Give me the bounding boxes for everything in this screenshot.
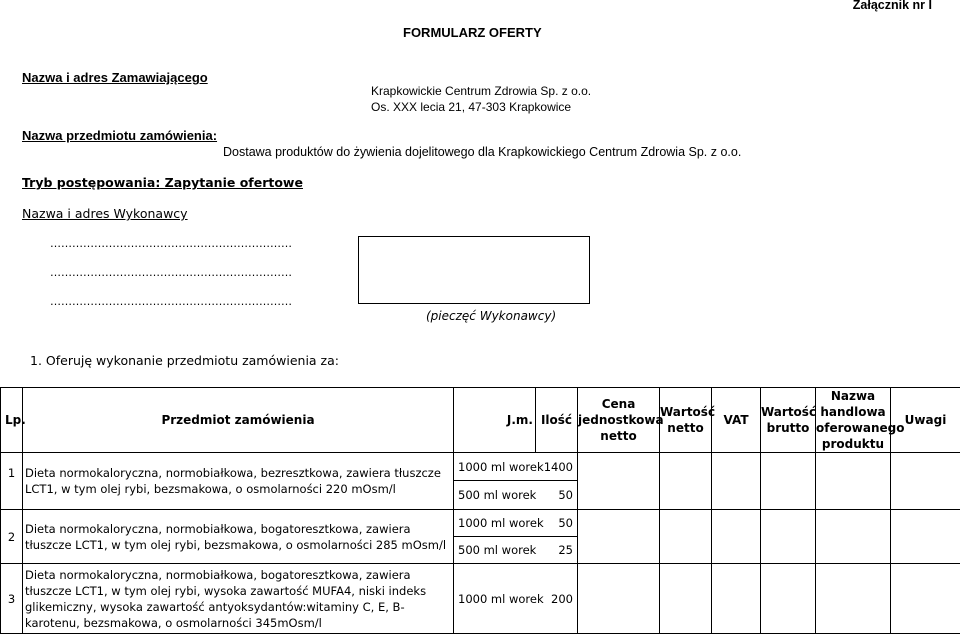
col-header-lp: Lp.: [1, 388, 23, 453]
package-line: [454, 536, 577, 563]
col-header-notes: Uwagi: [891, 388, 960, 453]
subject-value: Dostawa produktów do żywienia dojelitowego dla Krapkowickiego Centrum Zdrowia Sp. z o.o.: [223, 145, 741, 159]
table-row: [1, 564, 960, 634]
row-packages: [454, 453, 578, 510]
row-description: Dieta normokaloryczna, normobiałkowa, bezresztkowa, zawiera tłuszcze LCT1, w tym olej rybi, bezsmakowa, o osmolarności 220 mOsm/l: [23, 453, 454, 510]
stamp-box: [358, 236, 590, 304]
cell-net-value[interactable]: [660, 564, 712, 634]
package-qty: 1400: [544, 459, 573, 475]
cell-vat[interactable]: [712, 453, 761, 510]
package-qty: 50: [558, 515, 573, 531]
col-header-unit-price: Cena jednostkowa netto: [578, 388, 660, 453]
package-unit: 1000 ml worek: [458, 515, 544, 531]
package-unit: 500 ml worek: [458, 487, 536, 503]
table-header-row: [1, 388, 960, 453]
contractor-label: Nazwa i adres Wykonawcy: [22, 206, 188, 221]
row-description: Dieta normokaloryczna, normobiałkowa, bogatoresztkowa, zawiera tłuszcze LCT1, w tym olej rybi, bezsmakowa, o osmolarności 285 mOsm/l: [23, 510, 454, 564]
package-qty: 200: [551, 591, 573, 607]
procedure-label: Tryb postępowania: Zapytanie ofertowe: [22, 175, 303, 190]
col-header-gross-value: Wartość brutto: [761, 388, 816, 453]
subject-label: Nazwa przedmiotu zamówienia:: [22, 128, 217, 143]
row-packages: [454, 564, 578, 634]
package-line: [454, 480, 577, 508]
cell-gross-value[interactable]: [761, 510, 816, 564]
cell-unit-price[interactable]: [578, 453, 660, 510]
package-unit: 1000 ml worek: [458, 591, 544, 607]
cell-unit-price[interactable]: [578, 564, 660, 634]
cell-net-value[interactable]: [660, 453, 712, 510]
table-row: [1, 453, 960, 510]
package-line: [454, 454, 577, 480]
table-row: [1, 510, 960, 564]
cell-gross-value[interactable]: [761, 453, 816, 510]
cell-trade-name[interactable]: [816, 453, 891, 510]
row-packages: [454, 510, 578, 564]
form-title: FORMULARZ OFERTY: [403, 25, 542, 40]
row-number: 3: [1, 564, 23, 634]
cell-trade-name[interactable]: [816, 510, 891, 564]
buyer-address: Os. XXX lecia 21, 47-303 Krapkowice: [371, 100, 571, 114]
cell-notes[interactable]: [891, 510, 960, 564]
row-number: 2: [1, 510, 23, 564]
contractor-line: …………………………………………………………: [50, 295, 292, 308]
buyer-name: Krapkowickie Centrum Zdrowia Sp. z o.o.: [371, 84, 591, 98]
offer-table: [0, 387, 960, 634]
package-line: [454, 510, 577, 536]
col-header-vat: VAT: [712, 388, 761, 453]
package-unit: 1000 ml worek: [458, 459, 544, 475]
package-qty: 25: [558, 542, 573, 558]
package-qty: 50: [558, 487, 573, 503]
buyer-label: Nazwa i adres Zamawiającego: [22, 70, 208, 85]
contractor-line: …………………………………………………………: [50, 237, 292, 250]
stamp-caption: (pieczęć Wykonawcy): [426, 309, 556, 323]
cell-gross-value[interactable]: [761, 564, 816, 634]
row-number: 1: [1, 453, 23, 510]
col-header-qty: Ilość: [536, 388, 578, 453]
attachment-label: Załącznik nr I: [853, 0, 932, 12]
cell-net-value[interactable]: [660, 510, 712, 564]
package-line: [454, 591, 577, 607]
col-header-item: Przedmiot zamówienia: [23, 388, 454, 453]
col-header-trade-name: Nazwa handlowa oferowanego produktu: [816, 388, 891, 453]
col-header-net-value: Wartość netto: [660, 388, 712, 453]
col-header-unit: J.m.: [454, 388, 536, 453]
offer-intro: 1. Oferuję wykonanie przedmiotu zamówienia za:: [30, 353, 339, 368]
contractor-line: …………………………………………………………: [50, 266, 292, 279]
cell-notes[interactable]: [891, 453, 960, 510]
package-unit: 500 ml worek: [458, 542, 536, 558]
cell-trade-name[interactable]: [816, 564, 891, 634]
row-description: Dieta normokaloryczna, normobiałkowa, bogatoresztkowa, zawiera tłuszcze LCT1, w tym olej rybi, wysoka zawartość MUFA4, niski indeks glikemiczny, wysoka zawartość antyoksydantów:witaminy C, E, B-karotenu, bezsmakowa, o osmolarności 345mOsm/l: [23, 564, 454, 634]
cell-vat[interactable]: [712, 510, 761, 564]
cell-unit-price[interactable]: [578, 510, 660, 564]
cell-vat[interactable]: [712, 564, 761, 634]
cell-notes[interactable]: [891, 564, 960, 634]
